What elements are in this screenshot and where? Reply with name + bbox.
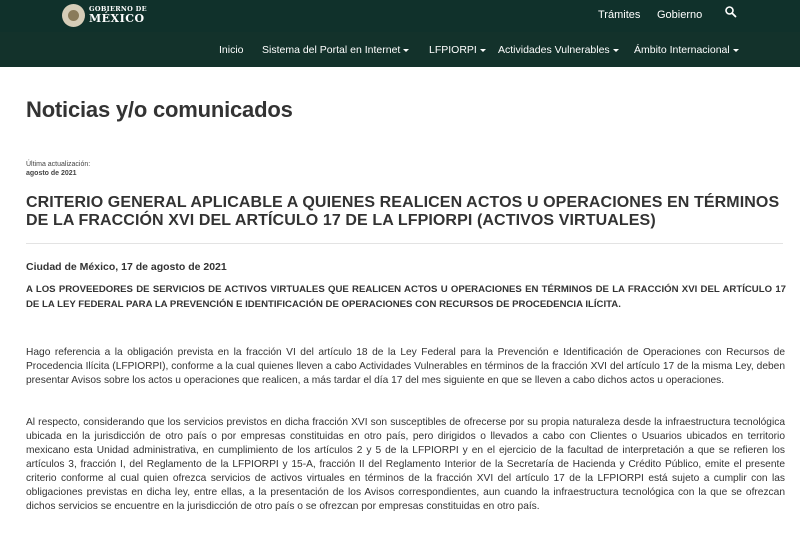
last-update-label: Última actualización: (26, 161, 91, 168)
gobierno-link[interactable]: Gobierno (657, 9, 703, 21)
nav-item-actividades-vulnerables[interactable] (498, 44, 619, 56)
nav-item-lfpiorpi[interactable] (429, 44, 486, 56)
nav-label: Actividades Vulnerables (498, 44, 610, 56)
search-icon[interactable] (724, 5, 738, 19)
article-paragraph-1: Hago referencia a la obligación prevista en la fracción VI del artículo 18 de la Ley Federal para la Prevención e Identificación de Operaciones con Recursos de Procedencia Ilícita (LFPIORPI), conforme a la cual quienes lleven a cabo Actividades Vulnerables en términos de la fracción XVI del artículo 17 de la misma Ley, deben presentar Avisos sobre los actos u operaciones que realicen, a más tardar el día 17 del mes siguiente en que se lleven a cabo dichos actos u operaciones. (26, 347, 785, 386)
divider (26, 243, 783, 244)
chevron-down-icon (480, 49, 486, 52)
nav-label: Ámbito Internacional (634, 44, 730, 56)
chevron-down-icon (403, 49, 409, 52)
article-paragraph-2: Al respecto, considerando que los servicios previstos en dicha fracción XVI son susceptibles de ofrecerse por su propia naturaleza desde la infraestructura tecnológica ubicada en la jurisdicción de otro país o por empresas constituidas en otro país, pero dirigidos o llevados a cabo con Clientes o Usuarios ubicados en territorio mexicano esta Unidad administrativa, en cumplimiento de los artículos 2 y 5 de la LFPIORPI y en el ejercicio de la facultad de interpretación a que se refieren los artículos 3, fracción I, del Reglamento de la LFPIORPI y 15-A, fracción II del Reglamento Interior de la Secretaría de Hacienda y Crédito Público, emite el presente criterio conforme al cual quien ofrezca servicios de activos virtuales en términos de la fracción XVI del artículo 17 de la LFPIORPI está sujeto a cumplir con las obligaciones previstas en dicha ley, entre ellas, a la presentación de los Avisos correspondientes, aun cuando la infraestructura tecnológica con la que se ofrezcan dichos servicios se encuentre en la jurisdicción de otro país o se ofrezcan por empresas constituidas en otro país. (26, 417, 785, 512)
chevron-down-icon (733, 49, 739, 52)
nav-label: LFPIORPI (429, 44, 477, 56)
chevron-down-icon (613, 49, 619, 52)
nav-label: Inicio (219, 44, 244, 56)
top-bar (0, 0, 800, 32)
logo-text (89, 6, 147, 25)
coat-of-arms-icon (62, 4, 85, 27)
article-title: CRITERIO GENERAL APLICABLE A QUIENES REALICEN ACTOS U OPERACIONES EN TÉRMINOS DE LA FRACCIÓN XVI DEL ARTÍCULO 17 DE LA LFPIORPI (ACTIVOS VIRTUALES) (26, 194, 780, 229)
nav-item-ambito-internacional[interactable] (634, 44, 739, 56)
nav-item-sistema-portal[interactable] (262, 44, 409, 56)
logo-line1: GOBIERNO DE (89, 4, 147, 13)
nav-label: Sistema del Portal en Internet (262, 44, 401, 56)
main-navigation (0, 32, 800, 67)
logo-line2: MÉXICO (89, 12, 145, 26)
page-title: Noticias y/o comunicados (26, 97, 293, 122)
article-dateline: Ciudad de México, 17 de agosto de 2021 (26, 261, 227, 273)
nav-item-inicio[interactable] (219, 44, 244, 56)
article-addressee: A LOS PROVEEDORES DE SERVICIOS DE ACTIVOS VIRTUALES QUE REALICEN ACTOS U OPERACIONES EN TÉRMINOS DE LA FRACCIÓN XVI DEL ARTÍCULO 17 DE LA LEY FEDERAL PARA LA PREVENCIÓN E IDENTIFICACIÓN DE OPERACIONES CON RECURSOS DE PROCEDENCIA ILÍCITA. (26, 284, 786, 310)
gobierno-mexico-logo[interactable] (62, 2, 147, 28)
tramites-link[interactable]: Trámites (598, 9, 641, 21)
last-update-date: agosto de 2021 (26, 170, 77, 177)
